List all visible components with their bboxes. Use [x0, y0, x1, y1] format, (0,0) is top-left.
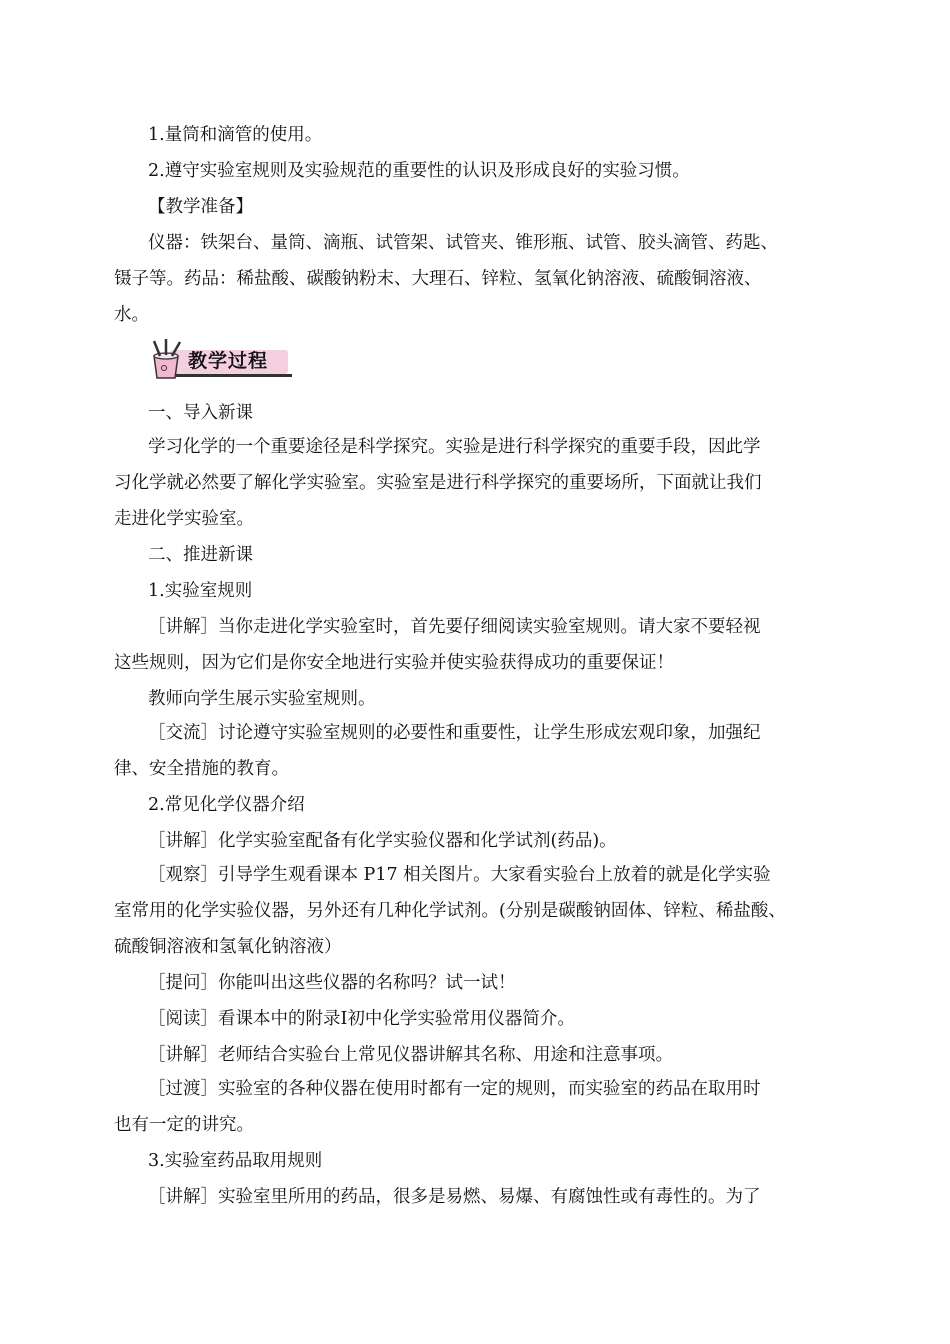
section-heading: 教学过程 [188, 350, 269, 372]
pencil-cup-icon [148, 338, 188, 380]
observe-line-2: 室常用的化学实验仪器，另外还有几种化学试剂。(分别是碳酸钠固体、锌粒、稀盐酸、 [114, 901, 786, 921]
instruments-heading: 2.常见化学仪器介绍 [148, 795, 305, 815]
explain-line-1: ［讲解］当你走进化学实验室时，首先要仔细阅读实验室规则。请大家不要轻视 [148, 617, 761, 637]
preparation-line-2: 镊子等。药品：稀盐酸、碳酸钠粉末、大理石、锌粒、氢氧化钠溶液、硫酸铜溶液、 [114, 269, 762, 289]
question-line: ［提问］你能叫出这些仪器的名称吗？试一试！ [148, 973, 516, 993]
discuss-line-2: 律、安全措施的教育。 [114, 759, 289, 779]
rules-heading: 1.实验室规则 [148, 581, 253, 601]
read-line: ［阅读］看课本中的附录Ⅰ初中化学实验常用仪器简介。 [148, 1009, 575, 1029]
preparation-line-1: 仪器：铁架台、量筒、滴瓶、试管架、试管夹、锥形瓶、试管、胶头滴管、药匙、 [148, 233, 778, 253]
explain-teacher-line: ［讲解］老师结合实验台上常见仪器讲解其名称、用途和注意事项。 [148, 1045, 673, 1065]
intro-line-1: 学习化学的一个重要途径是科学探究。实验是进行科学探究的重要手段，因此学 [148, 437, 761, 457]
discuss-line-1: ［交流］讨论遵守实验室规则的必要性和重要性，让学生形成宏观印象，加强纪 [148, 723, 761, 743]
badge-underline [170, 374, 292, 377]
intro-line-3: 走进化学实验室。 [114, 509, 254, 529]
explain-instruments: ［讲解］化学实验室配备有化学实验仪器和化学试剂(药品)。 [148, 831, 617, 851]
teacher-show-line: 教师向学生展示实验室规则。 [148, 689, 376, 709]
objective-1: 1.量筒和滴管的使用。 [148, 125, 323, 145]
transition-line-2: 也有一定的讲究。 [114, 1115, 254, 1135]
explain-line-2: 这些规则，因为它们是你安全地进行实验并使实验获得成功的重要保证！ [114, 653, 674, 673]
observe-line-1: ［观察］引导学生观看课本 P17 相关图片。大家看实验台上放着的就是化学实验 [148, 865, 771, 885]
transition-line-1: ［过渡］实验室的各种仪器在使用时都有一定的规则，而实验室的药品在取用时 [148, 1079, 761, 1099]
preparation-heading: 【教学准备】 [148, 197, 253, 217]
observe-line-3: 硫酸铜溶液和氢氧化钠溶液） [114, 937, 342, 957]
reagent-rules-heading: 3.实验室药品取用规则 [148, 1151, 323, 1171]
explain-reagents-line: ［讲解］实验室里所用的药品，很多是易燃、易爆、有腐蚀性或有毒性的。为了 [148, 1187, 761, 1207]
intro-line-2: 习化学就必然要了解化学实验室。实验室是进行科学探究的重要场所，下面就让我们 [114, 473, 762, 493]
preparation-line-3: 水。 [114, 305, 149, 325]
part-2-heading: 二、推进新课 [148, 545, 253, 565]
section-heading-badge [148, 338, 294, 380]
objective-2: 2.遵守实验室规则及实验规范的重要性的认识及形成良好的实验习惯。 [148, 161, 690, 181]
part-1-heading: 一、导入新课 [148, 403, 253, 423]
